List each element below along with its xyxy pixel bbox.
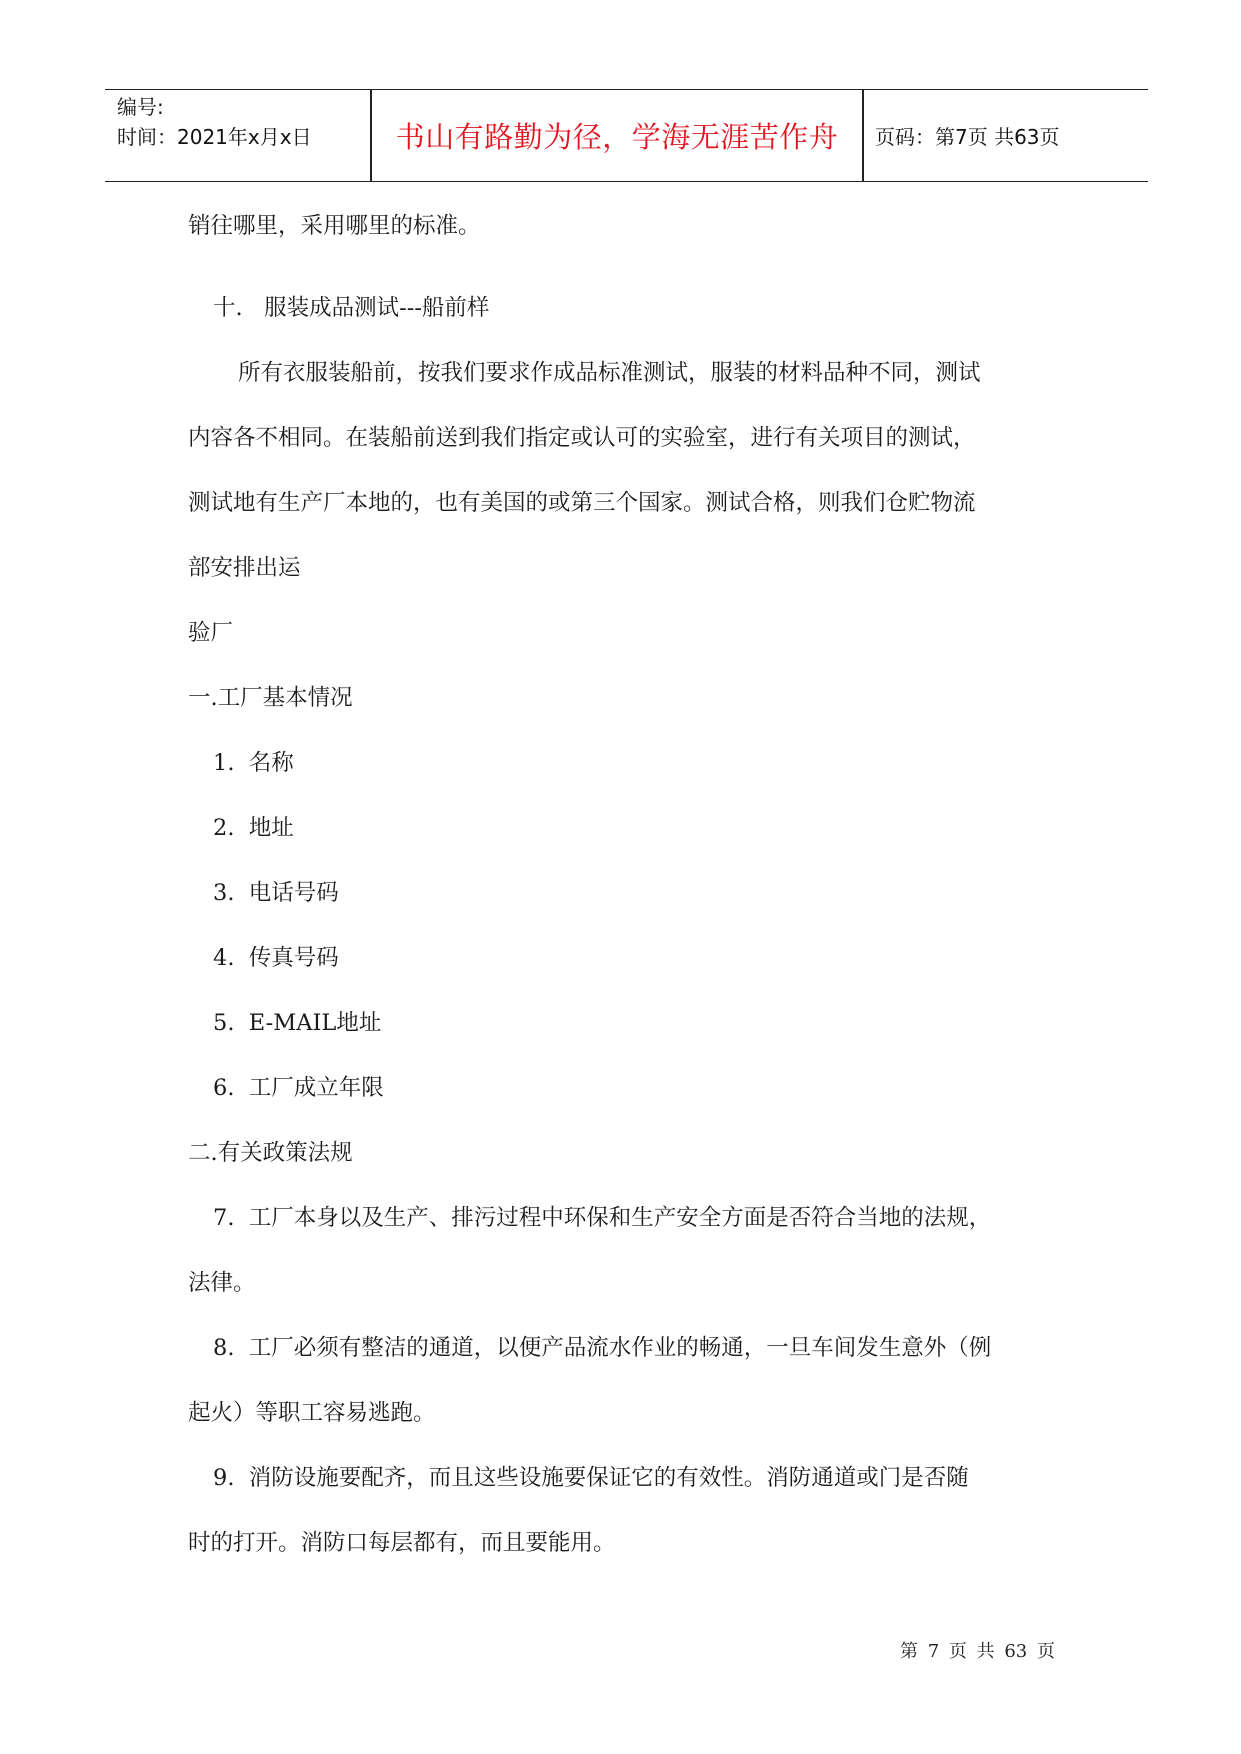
header-page-code: 页码：第7页 共63页 (875, 125, 1060, 149)
list-item: 8. 工厂必须有整洁的通道，以便产品流水作业的畅通，一旦车间发生意外（例 (213, 1335, 992, 1361)
section-heading: 一.工厂基本情况 (188, 685, 353, 711)
list-item: 9. 消防设施要配齐，而且这些设施要保证它的有效性。消防通道或门是否随 (213, 1465, 969, 1491)
list-item: 3. 电话号码 (213, 880, 339, 906)
paragraph-line: 内容各不相同。在装船前送到我们指定或认可的实验室，进行有关项目的测试， (188, 425, 976, 451)
header-divider (862, 90, 864, 181)
header-motto: 书山有路勤为径，学海无涯苦作舟 (395, 120, 839, 154)
page-footer: 第 7 页 共 63 页 (900, 1641, 1055, 1662)
paragraph-line: 销往哪里，采用哪里的标准。 (188, 213, 481, 239)
list-item: 2. 地址 (213, 815, 294, 841)
section-heading: 十. 服装成品测试---船前样 (213, 295, 490, 321)
paragraph-line: 部安排出运 (188, 555, 301, 581)
time-label: 时间：2021年x月x日 (117, 125, 312, 149)
paragraph-line: 所有衣服装船前，按我们要求作成品标准测试，服装的材料品种不同，测试 (238, 360, 981, 386)
paragraph-line: 起火）等职工容易逃跑。 (188, 1400, 436, 1426)
list-item: 4. 传真号码 (213, 945, 339, 971)
paragraph-line: 法律。 (188, 1270, 256, 1296)
paragraph-line: 测试地有生产厂本地的，也有美国的或第三个国家。测试合格，则我们仓贮物流 (188, 490, 976, 516)
header-left-cell (117, 92, 367, 152)
section-heading: 验厂 (188, 620, 234, 646)
number-label: 编号: (117, 95, 164, 119)
page-header (105, 89, 1148, 182)
list-item: 5. E-MAIL地址 (213, 1010, 382, 1036)
list-item: 7. 工厂本身以及生产、排污过程中环保和生产安全方面是否符合当地的法规， (213, 1205, 992, 1231)
list-item: 6. 工厂成立年限 (213, 1075, 384, 1101)
section-heading: 二.有关政策法规 (188, 1140, 353, 1166)
list-item: 1. 名称 (213, 750, 294, 776)
paragraph-line: 时的打开。消防口每层都有，而且要能用。 (188, 1530, 616, 1556)
